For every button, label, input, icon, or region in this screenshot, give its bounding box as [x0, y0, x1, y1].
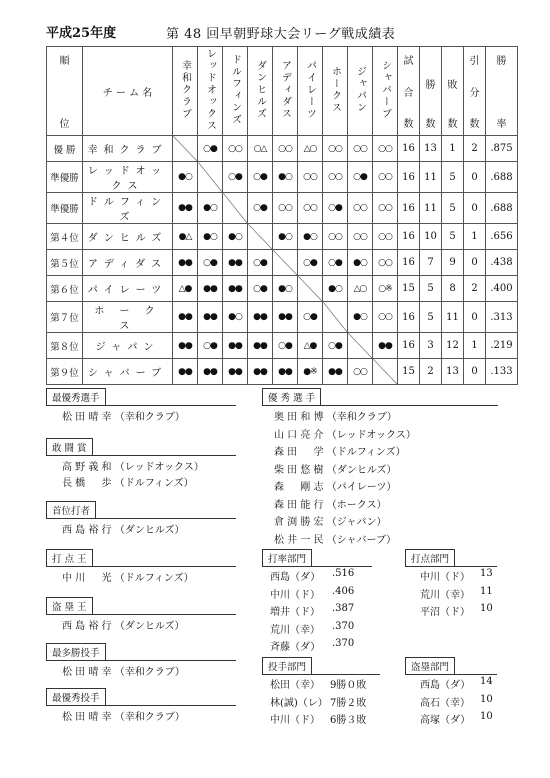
result-cell: ●● — [173, 193, 198, 224]
team-name-cell: レッドオックス — [83, 162, 173, 193]
result-cell: ●○ — [223, 302, 248, 333]
era-label: 平成25年度 — [46, 26, 117, 41]
result-cell: ○○ — [373, 136, 398, 162]
pct-cell: .438 — [486, 250, 518, 276]
games-cell: 16 — [398, 333, 420, 359]
col-team-label: シャバーブ — [379, 59, 391, 120]
result-cell: ●● — [223, 250, 248, 276]
result-cell: ○● — [223, 162, 248, 193]
result-cell: ○○ — [323, 224, 348, 250]
stat-value: .406 — [332, 585, 355, 597]
result-cell: ○○ — [348, 224, 373, 250]
col-team-label: 幸和クラブ — [179, 59, 191, 120]
divider — [46, 566, 236, 567]
result-cell: ○○ — [273, 136, 298, 162]
games-cell: 16 — [398, 224, 420, 250]
col-team-5 — [298, 47, 323, 136]
divider — [262, 674, 380, 675]
col-team-label: アディダス — [279, 59, 291, 120]
award-wins-pitcher — [46, 643, 106, 661]
pct-cell: .133 — [486, 359, 518, 385]
result-cell: ●● — [173, 359, 198, 385]
pct-cell: .219 — [486, 333, 518, 359]
result-cell: ○○ — [373, 162, 398, 193]
stat-name: 中川（ド） — [420, 572, 470, 583]
stat-name: 中川（ド） — [270, 715, 320, 726]
result-cell: ○○ — [373, 224, 398, 250]
rank-cell: 第７位 — [47, 302, 83, 333]
result-cell: ○● — [248, 162, 273, 193]
col-team-4 — [273, 47, 298, 136]
award-entry: 長 橋 歩 （ドルフィンズ） — [62, 478, 194, 489]
divider — [46, 405, 236, 406]
section-label: 打率部門 — [262, 549, 312, 567]
result-cell — [348, 333, 373, 359]
stat-value: 10 — [480, 603, 493, 614]
result-cell: ○● — [198, 250, 223, 276]
hdr-char: 合 — [403, 87, 414, 99]
divider — [46, 455, 236, 456]
result-cell: ●● — [323, 359, 348, 385]
result-cell: ●● — [373, 333, 398, 359]
award-excellent — [262, 388, 321, 406]
losses-cell: 12 — [442, 333, 464, 359]
wins-cell: 2 — [420, 359, 442, 385]
stat-value: 10 — [480, 693, 493, 705]
result-cell: ○○ — [323, 136, 348, 162]
games-cell: 16 — [398, 302, 420, 333]
col-team-label: ジャパン — [354, 65, 366, 114]
result-cell: ●○ — [348, 302, 373, 333]
result-cell: ○● — [248, 193, 273, 224]
col-team-label: パイレーツ — [304, 59, 316, 120]
team-name-cell: シャバーブ — [83, 359, 173, 385]
hdr-char: 勝 — [425, 80, 436, 91]
stat-value: 13 — [480, 568, 493, 579]
team-name-cell: ダンヒルズ — [83, 224, 173, 250]
award-entry: 西 島 裕 行 （ダンヒルズ） — [62, 525, 185, 536]
divider — [46, 614, 236, 615]
result-cell — [173, 136, 198, 162]
stat-name: 増井（ド） — [270, 607, 320, 618]
table-row — [47, 224, 518, 250]
result-cell: ●● — [173, 302, 198, 333]
col-team-6 — [323, 47, 348, 136]
draws-cell: 1 — [464, 224, 486, 250]
hdr-char: 数 — [469, 119, 480, 130]
rbi-section — [405, 549, 455, 567]
award-entry: 倉 渕 勝 宏 （ジャパン） — [274, 517, 387, 528]
page-title: 第 48 回早朝野球大会リーグ戦成績表 — [166, 27, 396, 42]
result-cell: ○○ — [223, 136, 248, 162]
result-cell — [198, 162, 223, 193]
result-cell: ●○ — [273, 224, 298, 250]
pct-cell: .688 — [486, 193, 518, 224]
rank-cell: 第４位 — [47, 224, 83, 250]
stat-name: 平沼（ド） — [420, 607, 470, 618]
award-best-pitcher — [46, 688, 106, 706]
hdr-char: 分 — [469, 87, 480, 99]
result-cell: ○○ — [348, 193, 373, 224]
stat-value: 10 — [480, 711, 493, 722]
result-cell — [298, 276, 323, 302]
col-team-1 — [198, 47, 223, 136]
divider — [405, 674, 497, 675]
award-entry: 柴 田 悠 樹 （ダンヒルズ） — [274, 464, 397, 476]
col-team-0 — [173, 47, 198, 136]
hdr-char: 率 — [496, 119, 507, 130]
award-entry: 山 口 亮 介 （レッドオックス） — [274, 429, 416, 441]
hdr-char: 敗 — [447, 80, 458, 91]
award-entry: 森 剛 志 （パイレーツ） — [274, 482, 397, 493]
award-entry: 松 井 一 民 （シャバーブ） — [274, 534, 397, 546]
result-cell: △● — [173, 276, 198, 302]
draws-cell: 2 — [464, 276, 486, 302]
divider — [405, 566, 497, 567]
result-cell: ●● — [223, 333, 248, 359]
result-cell: ○● — [323, 250, 348, 276]
stat-value: .370 — [332, 638, 355, 649]
result-cell: ○○ — [348, 136, 373, 162]
losses-cell: 9 — [442, 250, 464, 276]
team-name-cell: パイレーツ — [83, 276, 173, 302]
hdr-char: 試 — [403, 56, 414, 67]
table-row — [47, 359, 518, 385]
result-cell — [223, 193, 248, 224]
rank-cell: 第５位 — [47, 250, 83, 276]
result-cell: ○△ — [248, 136, 273, 162]
rank-cell: 第９位 — [47, 359, 83, 385]
award-entry: 奥 田 和 博 （幸和クラブ） — [274, 412, 397, 423]
result-cell: ●● — [248, 302, 273, 333]
result-cell: △○ — [348, 276, 373, 302]
col-team-label: レッドオックス — [204, 47, 216, 132]
result-cell — [248, 224, 273, 250]
hdr-char: 数 — [403, 119, 414, 130]
col-wins — [420, 47, 442, 136]
result-cell: ○※ — [373, 276, 398, 302]
stat-value: 9勝０敗 — [330, 680, 367, 691]
result-cell: ●● — [173, 333, 198, 359]
losses-cell: 11 — [442, 302, 464, 333]
stat-name: 荒川（幸） — [270, 624, 320, 636]
col-team-label: ダンヒルズ — [254, 59, 266, 120]
team-name-cell: ホ ー ク ス — [83, 302, 173, 333]
pitching-section — [262, 657, 312, 675]
result-cell: ●○ — [198, 193, 223, 224]
table-body — [47, 136, 518, 385]
draws-cell: 0 — [464, 250, 486, 276]
team-name-cell: 幸和クラブ — [83, 136, 173, 162]
result-cell: ●○ — [173, 162, 198, 193]
result-cell: ○○ — [298, 193, 323, 224]
games-cell: 16 — [398, 250, 420, 276]
table-row — [47, 333, 518, 359]
wins-cell: 7 — [420, 250, 442, 276]
pct-cell: .688 — [486, 162, 518, 193]
hdr-char: 勝 — [496, 56, 507, 67]
award-label: 打 点 王 — [46, 549, 93, 567]
rank-header-bottom: 位 — [59, 119, 70, 130]
divider — [262, 566, 372, 567]
table-row — [47, 250, 518, 276]
games-cell: 15 — [398, 359, 420, 385]
draws-cell: 1 — [464, 333, 486, 359]
stat-name: 西島（ダ） — [270, 572, 321, 583]
section-label: 盗塁部門 — [405, 657, 455, 675]
rank-cell: 第６位 — [47, 276, 83, 302]
losses-cell: 5 — [442, 193, 464, 224]
losses-cell: 13 — [442, 359, 464, 385]
wins-cell: 11 — [420, 193, 442, 224]
col-team-8 — [373, 47, 398, 136]
stat-name: 松田（幸） — [270, 680, 320, 691]
award-label: 敢 闘 賞 — [46, 438, 93, 456]
result-cell: ○● — [323, 333, 348, 359]
stat-value: 14 — [480, 676, 493, 687]
result-cell — [323, 302, 348, 333]
wins-cell: 10 — [420, 224, 442, 250]
result-cell: ●● — [173, 250, 198, 276]
result-cell: ●● — [248, 359, 273, 385]
award-entry: 中 川 光 （ドルフィンズ） — [62, 573, 194, 584]
result-cell: ●○ — [198, 224, 223, 250]
result-cell: ○○ — [373, 250, 398, 276]
award-label: 最多勝投手 — [46, 643, 106, 661]
stat-value: 11 — [480, 585, 493, 597]
result-cell: ○○ — [323, 162, 348, 193]
losses-cell: 1 — [442, 136, 464, 162]
result-cell: ●○ — [323, 276, 348, 302]
games-cell: 16 — [398, 193, 420, 224]
stat-name: 高石（幸） — [420, 697, 470, 709]
divider — [46, 660, 236, 661]
rank-cell: 優 勝 — [47, 136, 83, 162]
stat-name: 荒川（幸） — [420, 589, 470, 601]
team-name-cell: ドルフィンズ — [83, 193, 173, 224]
table-row — [47, 162, 518, 193]
stat-name: 林(誠)（レ） — [270, 697, 328, 709]
result-cell: ●● — [198, 302, 223, 333]
stat-name: 高塚（ダ） — [420, 715, 471, 726]
games-cell: 15 — [398, 276, 420, 302]
pct-cell: .313 — [486, 302, 518, 333]
result-cell: ●● — [223, 276, 248, 302]
result-cell: ●● — [273, 302, 298, 333]
result-cell: ○● — [248, 250, 273, 276]
result-cell: △○ — [298, 136, 323, 162]
divider — [46, 518, 236, 519]
award-mvp — [46, 388, 236, 406]
table-row — [47, 136, 518, 162]
stat-value: 6勝３敗 — [330, 715, 367, 726]
games-cell: 16 — [398, 162, 420, 193]
draws-cell: 0 — [464, 162, 486, 193]
losses-cell: 8 — [442, 276, 464, 302]
award-entry: 森 田 学 （ドルフィンズ） — [274, 447, 406, 458]
col-team-7 — [348, 47, 373, 136]
league-table — [46, 46, 518, 385]
award-rbi-king — [46, 549, 93, 567]
stat-name: 西島（ダ） — [420, 680, 471, 691]
award-entry: 西 島 裕 行 （ダンヒルズ） — [62, 621, 185, 632]
draws-cell: 0 — [464, 359, 486, 385]
result-cell: ○● — [298, 250, 323, 276]
wins-cell: 13 — [420, 136, 442, 162]
col-team-label: ドルフィンズ — [229, 53, 241, 126]
result-cell: ●● — [198, 276, 223, 302]
wins-cell: 3 — [420, 333, 442, 359]
stat-name: 中川（ド） — [270, 589, 320, 601]
stat-value: 7勝２敗 — [330, 697, 367, 709]
result-cell: ○○ — [298, 162, 323, 193]
result-cell: ○○ — [348, 359, 373, 385]
wins-cell: 5 — [420, 276, 442, 302]
result-cell: ●○ — [223, 224, 248, 250]
award-leadoff — [46, 501, 96, 519]
games-cell: 16 — [398, 136, 420, 162]
award-label: 最優秀投手 — [46, 688, 106, 706]
stat-value: .370 — [332, 620, 355, 632]
result-cell: ●● — [198, 359, 223, 385]
draws-cell: 0 — [464, 193, 486, 224]
result-cell: ○● — [348, 162, 373, 193]
result-cell: ●● — [273, 359, 298, 385]
award-label: 首位打者 — [46, 501, 96, 519]
pct-cell: .875 — [486, 136, 518, 162]
result-cell: △● — [298, 333, 323, 359]
award-entry: 松 田 晴 幸 （幸和クラブ） — [62, 712, 185, 723]
result-cell: ○○ — [273, 193, 298, 224]
result-cell: ●● — [223, 359, 248, 385]
result-cell: ●△ — [173, 224, 198, 250]
rank-cell: 第８位 — [47, 333, 83, 359]
table-header-row — [47, 47, 518, 136]
stat-value: .387 — [332, 603, 355, 614]
wins-cell: 5 — [420, 302, 442, 333]
result-cell: ●○ — [348, 250, 373, 276]
hdr-char: 数 — [425, 119, 436, 130]
result-cell: ○○ — [373, 193, 398, 224]
result-cell: ●○ — [273, 162, 298, 193]
col-team-2 — [223, 47, 248, 136]
col-pct — [486, 47, 518, 136]
result-cell — [373, 359, 398, 385]
hdr-char: 引 — [469, 56, 480, 67]
table-row — [47, 193, 518, 224]
award-label: 盗 塁 王 — [46, 597, 93, 615]
divider — [46, 705, 236, 706]
team-header: チ ー ム 名 — [83, 47, 173, 136]
result-cell: ○● — [323, 193, 348, 224]
col-draws — [464, 47, 486, 136]
result-cell: ●※ — [298, 359, 323, 385]
col-team-3 — [248, 47, 273, 136]
stat-value: .516 — [332, 568, 355, 579]
section-label: 投手部門 — [262, 657, 312, 675]
award-fighting — [46, 438, 93, 456]
rank-header — [47, 47, 83, 136]
table-row — [47, 302, 518, 333]
result-cell: ●○ — [298, 224, 323, 250]
team-name-cell: ジャパン — [83, 333, 173, 359]
result-cell: ○○ — [373, 302, 398, 333]
wins-cell: 11 — [420, 162, 442, 193]
losses-cell: 5 — [442, 224, 464, 250]
award-entry: 松 田 晴 幸 （幸和クラブ） — [62, 412, 185, 423]
result-cell: ○● — [273, 333, 298, 359]
result-cell: ○● — [198, 333, 223, 359]
pct-cell: .400 — [486, 276, 518, 302]
result-cell: ○● — [198, 136, 223, 162]
award-label: 優 秀 選 手 — [262, 388, 321, 406]
award-steal-king — [46, 597, 93, 615]
steals-section — [405, 657, 455, 675]
rank-cell: 準優勝 — [47, 162, 83, 193]
batting-section — [262, 549, 312, 567]
draws-cell: 0 — [464, 302, 486, 333]
award-entry: 森 田 能 行 （ホークス） — [274, 499, 387, 511]
result-cell: ●● — [248, 333, 273, 359]
award-label: 最優秀選手 — [46, 388, 106, 406]
result-cell — [273, 250, 298, 276]
award-entry: 高 野 義 和 （レッドオックス） — [62, 462, 204, 473]
award-entry: 松 田 晴 幸 （幸和クラブ） — [62, 667, 185, 678]
rank-cell: 準優勝 — [47, 193, 83, 224]
col-losses — [442, 47, 464, 136]
losses-cell: 5 — [442, 162, 464, 193]
table-row — [47, 276, 518, 302]
team-name-cell: アディダス — [83, 250, 173, 276]
col-team-label: ホークス — [329, 65, 341, 114]
result-cell: ○● — [298, 302, 323, 333]
rank-header-top: 順 — [59, 56, 70, 67]
divider — [262, 405, 498, 406]
result-cell: ●○ — [273, 276, 298, 302]
section-label: 打点部門 — [405, 549, 455, 567]
stat-name: 斉藤（ダ） — [270, 642, 321, 653]
col-games — [398, 47, 420, 136]
pct-cell: .656 — [486, 224, 518, 250]
draws-cell: 2 — [464, 136, 486, 162]
result-cell: ○● — [248, 276, 273, 302]
hdr-char: 数 — [447, 119, 458, 130]
